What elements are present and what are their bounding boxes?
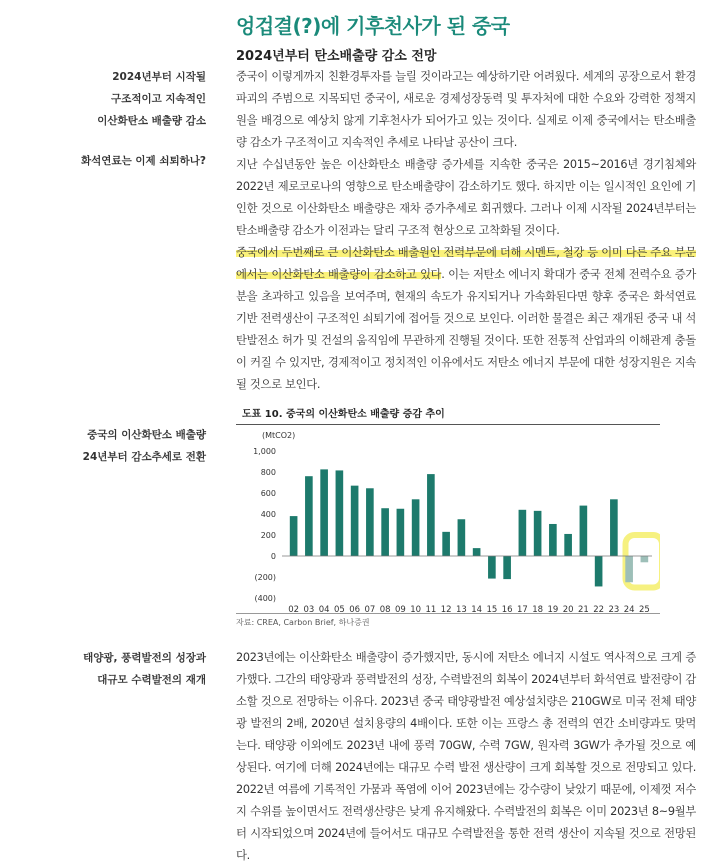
x-tick-label: 11 bbox=[425, 605, 437, 614]
x-tick-label: 13 bbox=[455, 605, 467, 614]
x-tick-label: 14 bbox=[471, 605, 483, 614]
side-note-line: 24년부터 감소추세로 전환 bbox=[82, 451, 206, 463]
bar-07 bbox=[366, 488, 374, 556]
x-tick-label: 06 bbox=[349, 605, 361, 614]
bar-05 bbox=[336, 470, 344, 556]
x-tick-label: 10 bbox=[410, 605, 422, 614]
side-note-3 bbox=[0, 424, 206, 468]
side-note-line: 2024년부터 시작될 bbox=[112, 71, 206, 83]
y-tick-label: 1,000 bbox=[253, 447, 276, 456]
chart-header bbox=[236, 400, 660, 425]
x-tick-label: 24 bbox=[623, 605, 635, 614]
chart-source: 자료: CREA, Carbon Brief, 하나증권 bbox=[236, 618, 370, 627]
side-note-2 bbox=[0, 150, 206, 172]
paragraph: 지난 수십년동안 높은 이산화탄소 배출량 증가세를 지속한 중국은 2015~2016년 경기침체와 2022년 제로코로나의 영향으로 탄소배출량이 감소하기도 했다. 하지만 이는 일시적인 요인에 기인한 것으로 이산화탄소 배출량은 재차 증가추세로 회귀했다. 그러나 이제 시작될 2024년부터는 탄소배출량 감소가 이전과는 달리 구조적 현상으로 고착화될 것이다. bbox=[236, 158, 696, 237]
y-tick-label: 800 bbox=[260, 468, 276, 477]
chart-divider bbox=[236, 613, 660, 614]
bar-03 bbox=[305, 476, 313, 556]
side-note-line: 구조적이고 지속적인 bbox=[111, 93, 206, 105]
chart-header-text: 도표 10. 중국의 이산화탄소 배출량 증감 추이 bbox=[242, 409, 445, 420]
bar-22 bbox=[595, 556, 603, 586]
x-tick-label: 09 bbox=[394, 605, 406, 614]
x-tick-label: 23 bbox=[608, 605, 620, 614]
bar-04 bbox=[320, 469, 328, 556]
bar-02 bbox=[290, 516, 298, 556]
bar-21 bbox=[580, 506, 588, 556]
bar-25 bbox=[641, 556, 649, 562]
y-tick-label: 0 bbox=[270, 552, 276, 561]
y-tick-label: (200) bbox=[254, 573, 276, 582]
x-tick-label: 02 bbox=[288, 605, 300, 614]
x-tick-label: 04 bbox=[318, 605, 330, 614]
y-tick-label: (400) bbox=[254, 594, 276, 603]
bar-16 bbox=[503, 556, 511, 579]
side-note-4 bbox=[0, 647, 206, 691]
bar-14 bbox=[473, 548, 481, 556]
bar-08 bbox=[381, 508, 389, 556]
bar-20 bbox=[564, 534, 572, 556]
body-section-1 bbox=[236, 66, 696, 396]
x-tick-label: 15 bbox=[486, 605, 498, 614]
side-note-line: 중국의 이산화탄소 배출량 bbox=[87, 429, 206, 441]
bar-11 bbox=[427, 474, 435, 556]
bar-19 bbox=[549, 524, 557, 556]
bar-13 bbox=[458, 519, 466, 556]
paragraph bbox=[236, 242, 696, 396]
x-tick-label: 25 bbox=[638, 605, 650, 614]
side-note-line: 태양광, 풍력발전의 성장과 bbox=[83, 652, 206, 664]
paragraph-text: . 이는 저탄소 에너지 확대가 중국 전체 전력수요 증가분을 초과하고 있음을 보여주며, 현재의 속도가 유지되거나 가속화된다면 향후 중국은 화석연료기반 전력생산이 구조적인 쇠퇴기에 접어들 것으로 보인다. 이러한 물결은 최근 재개된 중국 내 석탄발전소 허가 및 건설의 움직임에 무관하게 진행될 것이다. 또한 전통적 산업과의 이해관계 충돌이 커질 수 있지만, 경제적이고 정치적인 이유에서도 저탄소 에너지 부문에 대한 성장지원은 지속될 것으로 보인다. bbox=[236, 268, 696, 391]
page-subtitle: 2024년부터 탄소배출량 감소 전망 bbox=[236, 49, 437, 64]
x-tick-label: 03 bbox=[303, 605, 315, 614]
bar-24 bbox=[625, 556, 633, 582]
bar-23 bbox=[610, 499, 618, 556]
side-note-line: 화석연료는 이제 쇠퇴하나? bbox=[81, 155, 206, 167]
bar-09 bbox=[397, 509, 405, 556]
emissions-bar-chart bbox=[236, 426, 660, 614]
x-tick-label: 22 bbox=[593, 605, 605, 614]
paragraph: 중국이 이렇게까지 친환경투자를 늘릴 것이라고는 예상하기란 어려웠다. 세계의 공장으로서 환경파괴의 주범으로 지목되던 중국이, 새로운 경제성장동력 및 투자처에 대한 수요와 강력한 정책지원을 배경으로 예상치 않게 기후천사가 되어가고 있는 것이다. 실제로 이제 중국에서는 탄소배출량 감소가 구조적이고 지속적인 추세로 나타날 공산이 크다. bbox=[236, 70, 696, 149]
x-tick-label: 17 bbox=[516, 605, 528, 614]
y-tick-label: 400 bbox=[260, 510, 276, 519]
body-section-2 bbox=[236, 647, 696, 867]
page-title: 엉겁결(?)에 기후천사가 된 중국 bbox=[236, 14, 510, 38]
bar-12 bbox=[442, 532, 450, 556]
bar-10 bbox=[412, 499, 420, 556]
bar-17 bbox=[519, 510, 527, 556]
y-tick-label: 600 bbox=[260, 489, 276, 498]
x-tick-label: 18 bbox=[532, 605, 544, 614]
x-tick-label: 21 bbox=[577, 605, 589, 614]
x-tick-label: 08 bbox=[379, 605, 391, 614]
bar-18 bbox=[534, 511, 542, 556]
bar-06 bbox=[351, 486, 359, 556]
side-note-1 bbox=[0, 66, 206, 132]
x-tick-label: 05 bbox=[333, 605, 345, 614]
y-axis-unit: (MtCO2) bbox=[262, 431, 296, 440]
paragraph: 2023년에는 이산화탄소 배출량이 증가했지만, 동시에 저탄소 에너지 시설도 역사적으로 크게 증가했다. 그간의 태양광과 풍력발전의 성장, 수력발전의 회복이 2024년부터 화석연료 발전량이 감소할 것으로 전망하는 이유다. 2023년 중국 태양광발전 예상설치량은 210GW로 미국 전체 태양광 발전의 2배, 2020년 설치용량의 4배이다. 또한 이는 프랑스 총 전력의 연간 소비량과도 맞먹는다. 태양광 이외에도 2023년 내에 풍력 70GW, 수력 7GW, 원자력 3GW가 추가될 것으로 예상된다. 여기에 더해 2024년에는 대규모 수력 발전 생산량이 크게 회복할 것으로 전망되고 있다. 2022년 여름에 기록적인 가뭄과 폭염에 이어 2023년에는 강수량이 낮았기 때문에, 이제껏 저수지 수위를 높이면서도 전력생산량은 낮게 유지해왔다. 수력발전의 회복은 이미 2023년 8~9월부터 시작되었으며 2024년에 들어서도 대규모 수력발전을 통한 전력 생산이 지속될 것으로 전망된다. bbox=[236, 651, 696, 862]
x-tick-label: 19 bbox=[547, 605, 559, 614]
side-note-line: 이산화탄소 배출량 감소 bbox=[97, 115, 206, 127]
x-tick-label: 16 bbox=[501, 605, 513, 614]
x-tick-label: 12 bbox=[440, 605, 452, 614]
bar-15 bbox=[488, 556, 496, 579]
highlighted-text: 중국에서 두번째로 큰 이산화탄소 배출원인 전력부문에 더해 시멘트, 철강 등 이미 다른 주요 부문에서는 이산화탄소 배출량이 감소하고 있다 bbox=[236, 246, 696, 281]
x-tick-label: 07 bbox=[364, 605, 376, 614]
y-tick-label: 200 bbox=[260, 531, 276, 540]
side-note-line: 대규모 수력발전의 재개 bbox=[97, 674, 206, 686]
x-tick-label: 20 bbox=[562, 605, 574, 614]
